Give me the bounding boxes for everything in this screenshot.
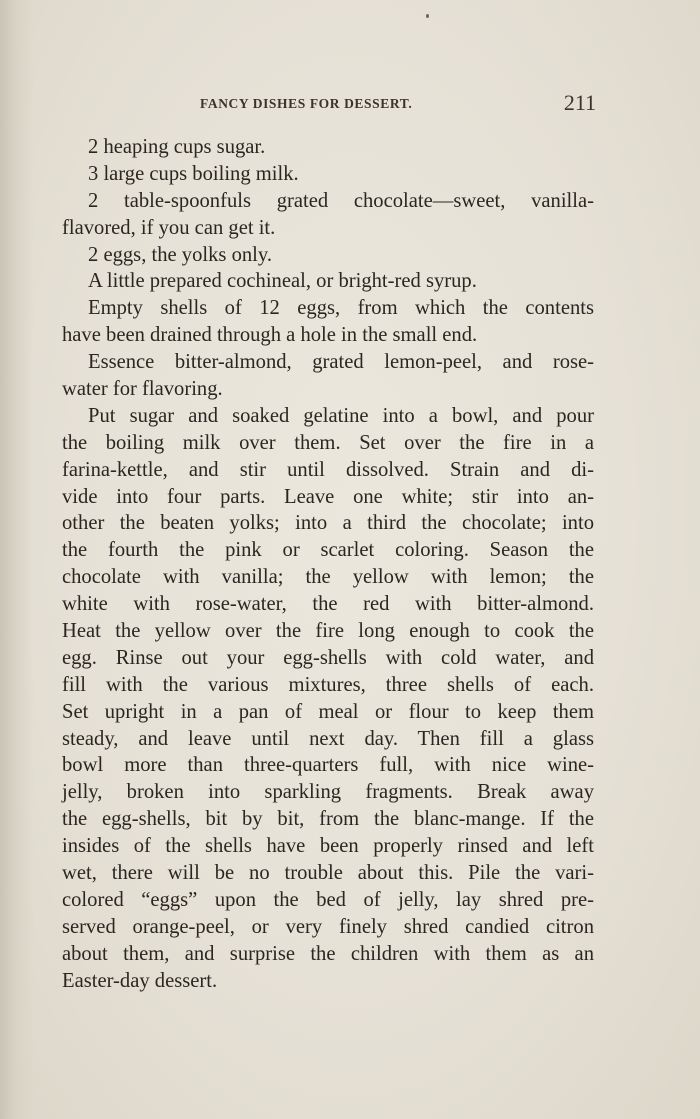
page-number: 211 [563, 90, 596, 115]
text-line: Set upright in a pan of meal or flour to keep them [62, 700, 594, 723]
text-line: chocolate with vanilla; the yellow with lemon; the [62, 566, 594, 589]
paper-speck [426, 14, 429, 18]
text-line: wet, there will be no trouble about this. Pile the vari- [62, 862, 594, 885]
text-line: egg. Rinse out your egg-shells with cold water, and [62, 646, 594, 669]
text-line: the egg-shells, bit by bit, from the blanc-mange. If the [62, 808, 594, 831]
text-line: fill with the various mixtures, three shells of each. [62, 673, 594, 696]
text-line: Empty shells of 12 eggs, from which the contents [88, 297, 594, 320]
text-line: have been drained through a hole in the small end. [62, 324, 478, 347]
text-line: vide into four parts. Leave one white; stir into an- [62, 485, 594, 508]
text-line: about them, and surprise the children with them as an [62, 942, 594, 965]
text-line: steady, and leave until next day. Then fill a glass [62, 727, 594, 750]
running-head-title: FANCY DISHES FOR DESSERT. [200, 96, 413, 111]
text-line: the fourth the pink or scarlet coloring. Season the [62, 539, 594, 562]
body-text [62, 134, 594, 995]
text-line: farina-kettle, and stir until dissolved. Strain and di- [62, 458, 594, 481]
page-gutter-shadow [0, 0, 34, 1119]
text-line: other the beaten yolks; into a third the chocolate; into [62, 512, 594, 535]
text-line: the boiling milk over them. Set over the fire in a [62, 431, 594, 454]
text-line: Essence bitter-almond, grated lemon-peel, and rose- [88, 351, 594, 374]
running-head [200, 92, 600, 116]
text-line: 2 eggs, the yolks only. [88, 243, 272, 266]
text-line: insides of the shells have been properly rinsed and left [62, 835, 594, 858]
text-line: 3 large cups boiling milk. [88, 162, 299, 185]
text-line: Easter-day dessert. [62, 969, 218, 992]
text-line: Heat the yellow over the fire long enough to cook the [62, 620, 594, 643]
text-line: water for flavoring. [62, 378, 223, 401]
text-line: 2 table-spoonfuls grated chocolate—sweet, vanilla- [88, 189, 594, 212]
text-line: 2 heaping cups sugar. [88, 136, 266, 158]
text-line: served orange-peel, or very finely shred candied citron [62, 915, 594, 938]
text-line: Put sugar and soaked gelatine into a bowl, and pour [88, 404, 594, 427]
text-line: colored “eggs” upon the bed of jelly, lay shred pre- [62, 888, 594, 911]
text-line: A little prepared cochineal, or bright-red syrup. [88, 270, 477, 293]
text-line: flavored, if you can get it. [62, 216, 276, 239]
text-line: jelly, broken into sparkling fragments. Break away [62, 781, 594, 804]
text-line: white with rose-water, the red with bitter-almond. [62, 593, 594, 616]
text-line: bowl more than three-quarters full, with nice wine- [62, 754, 594, 777]
